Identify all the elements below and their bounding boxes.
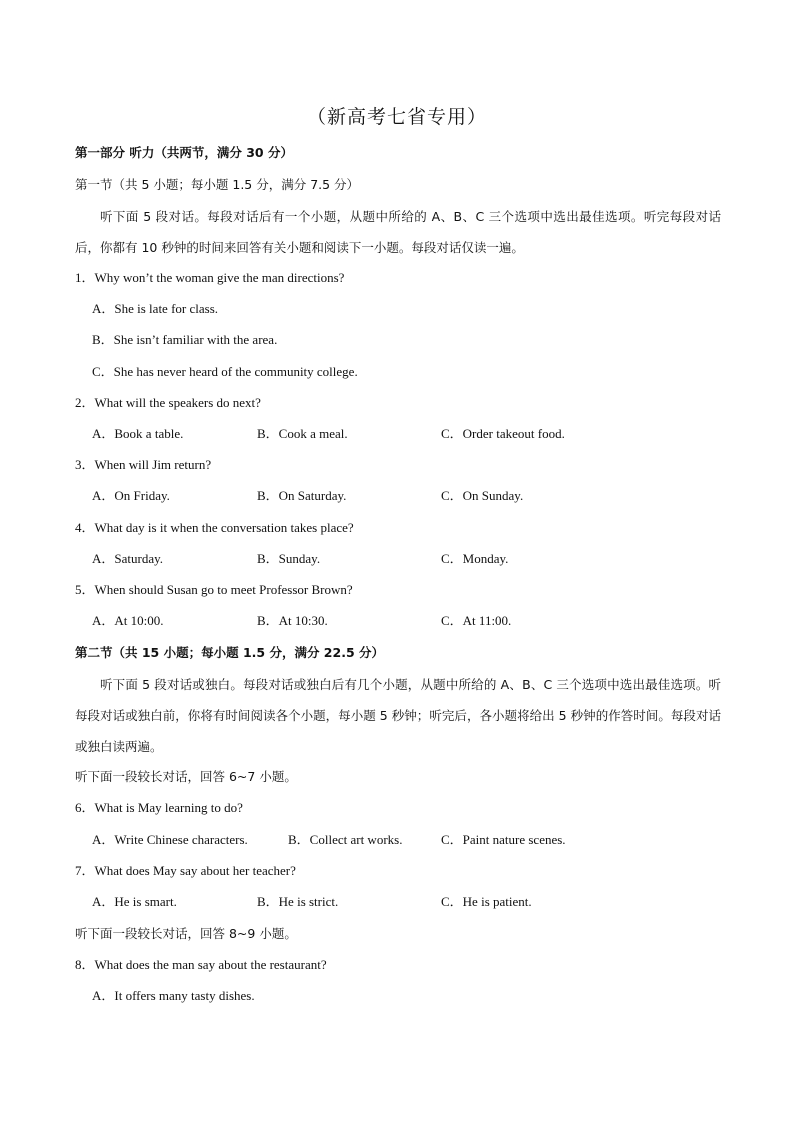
option-c: C．Monday. [441,551,509,566]
section1-instructions: 听下面 5 段对话。每段对话后有一个小题，从题中所给的 A、B、C 三个选项中选出最佳选项。听完每段对话后，你都有 10 秒钟的时间来回答有关小题和阅读下一小题。每段对话仅读一遍。 [75,209,721,255]
option-a: A．Write Chinese characters. [92,832,248,847]
option-a: A．He is smart. [92,894,177,909]
option-b: B．Cook a meal. [257,426,348,441]
section2-heading: 第二节（共 15 小题；每小题 1.5 分，满分 22.5 分） [75,645,384,660]
option-c: C．At 11:00. [441,613,512,628]
option-a: A．At 10:00. [92,613,164,628]
option-b: B．Sunday. [257,551,321,566]
option-a: A．It offers many tasty dishes. [92,988,255,1003]
section2-instructions: 听下面 5 段对话或独白。每段对话或独白后有几个小题，从题中所给的 A、B、C 三个选项中选出最佳选项。听每段对话或独白前，你将有时间阅读各个小题，每小题 5 秒钟；听完后，各小题将给出 5 秒钟的作答时间。每段对话或独白读两遍。 [75,677,721,754]
option-a: A．On Friday. [92,488,170,503]
question-stem: 1．Why won’t the woman give the man directions? [75,270,345,285]
option-a: A．Book a table. [92,426,184,441]
document-title: （新高考七省专用） [306,106,487,128]
part1-heading: 第一部分 听力（共两节，满分 30 分） [75,145,293,160]
option-b: B．On Saturday. [257,488,347,503]
option-c: C．On Sunday. [441,488,524,503]
question-stem: 5．When should Susan go to meet Professor Brown? [75,582,353,597]
question-stem: 8．What does the man say about the restaurant? [75,957,327,972]
option-b: B．At 10:30. [257,613,328,628]
option-c: C．He is patient. [441,894,532,909]
option-a: A．She is late for class. [92,301,219,316]
listening-cue: 听下面一段较长对话，回答 6~7 小题。 [75,769,297,784]
question-stem: 3．When will Jim return? [75,457,212,472]
question-stem: 2．What will the speakers do next? [75,395,261,410]
option-b: B．She isn’t familiar with the area. [92,332,278,347]
question-stem: 6．What is May learning to do? [75,800,243,815]
question-stem: 4．What day is it when the conversation takes place? [75,520,354,535]
listening-cue: 听下面一段较长对话，回答 8~9 小题。 [75,926,297,941]
option-b: B．Collect art works. [288,832,403,847]
option-c: C．Paint nature scenes. [441,832,566,847]
option-c: C．Order takeout food. [441,426,565,441]
option-c: C．She has never heard of the community college. [92,364,358,379]
question-stem: 7．What does May say about her teacher? [75,863,296,878]
option-b: B．He is strict. [257,894,339,909]
option-a: A．Saturday. [92,551,164,566]
section1-heading: 第一节（共 5 小题；每小题 1.5 分，满分 7.5 分） [75,177,360,192]
